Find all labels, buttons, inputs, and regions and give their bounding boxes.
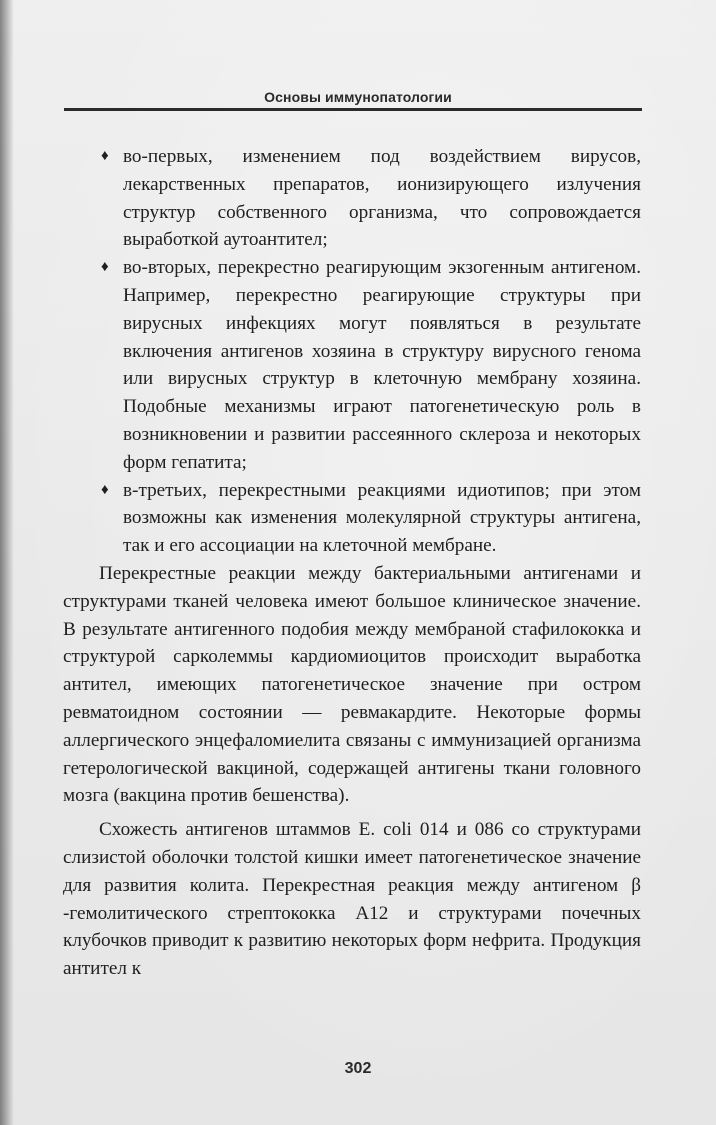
diamond-bullet-icon: ♦: [101, 259, 109, 276]
paragraph-ecoli-antigens: Схожесть антигенов штаммов E. coli 014 и 086 со структурами слизистой оболочки толстой кишки имеет патогенетическое значение для развития колита. Перекрестная реакция между антигеном β -гемолитического стрептококка A12 и структурами почечных клубочков приводит к развитию некоторых форм нефрита. Продукция антител к: [63, 819, 641, 980]
bullet-item-second: [63, 254, 641, 476]
bullet-item-third: [63, 477, 641, 560]
bullet-text: во-первых, изменением под воздействием вирусов, лекарственных препаратов, ионизирующего излучения структур собственного организма, что сопровождается выработкой аутоантител;: [123, 146, 641, 251]
diamond-bullet-icon: ♦: [101, 481, 109, 498]
bullet-item-first: [63, 143, 641, 254]
body-text: [63, 143, 641, 983]
page-number: 302: [344, 1060, 372, 1077]
paragraph-cross-reactions: Перекрестные реакции между бактериальными антигенами и структурами тканей человека имеют большое клиническое значение. В результате антигенного подобия между мембраной стафилококка и структурой сарколеммы кардиомиоцитов происходит выработка антител, имеющих патогенетическое значение при остром ревматоидном состоянии — ревмакардите. Некоторые формы аллергического энцефаломиелита связаны с иммунизацией организма гетерологической вакциной, содержащей антигены ткани головного мозга (вакцина против бешенства).: [63, 562, 641, 807]
bullet-text: во-вторых, перекрестно реагирующим экзогенным антигеном. Например, перекрестно реагирующие структуры при вирусных инфекциях могут появляться в результате включения антигенов хозяина в структуру вирусного генома или вирусных структур в клеточную мембрану хозяина. Подобные механизмы играют патогенетическую роль в возникновении и развитии рассеянного склероза и некоторых форм гепатита;: [123, 257, 641, 473]
bullet-text: в-третьих, перекрестными реакциями идиотипов; при этом возможны как изменения молекулярной структуры антигена, так и его ассоциации на клеточной мембране.: [123, 479, 641, 557]
binding-shadow: [0, 0, 14, 1125]
diamond-bullet-icon: ♦: [101, 148, 109, 164]
header-rule: [64, 108, 642, 111]
running-title: Основы иммунопатологии: [264, 89, 452, 105]
bullet-list: [63, 143, 641, 560]
